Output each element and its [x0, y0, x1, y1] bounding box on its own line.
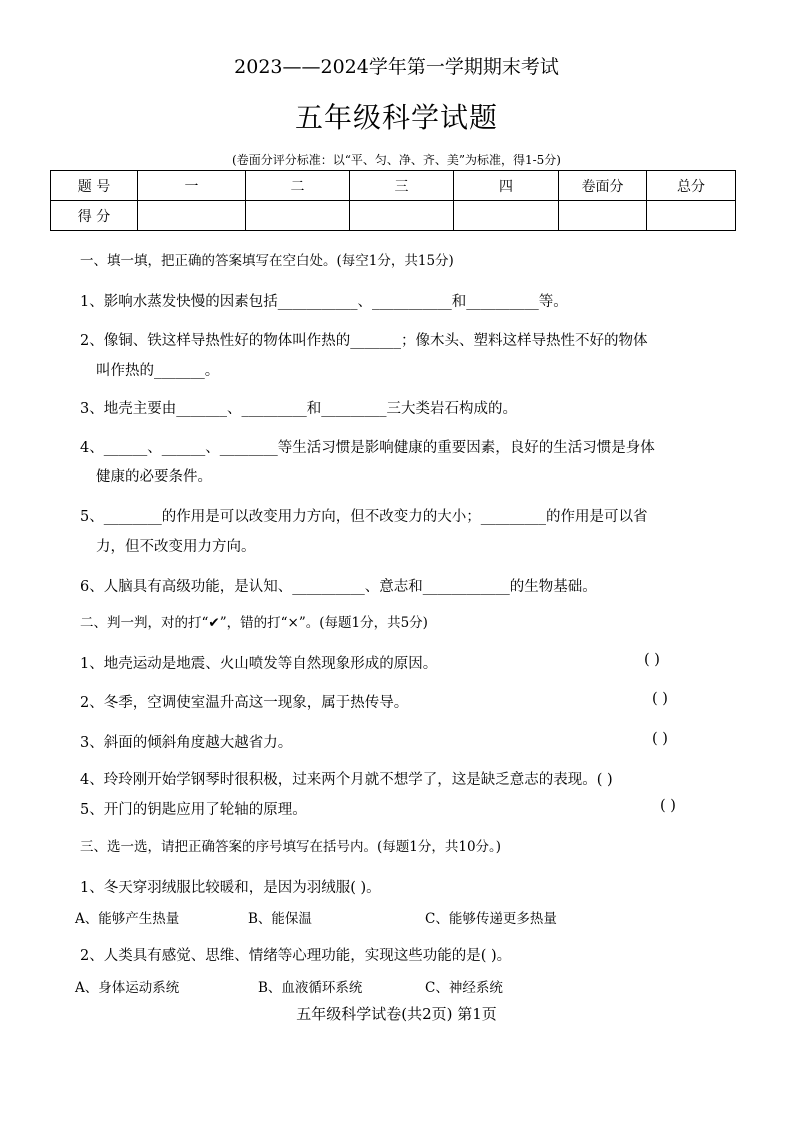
score-row-label: 得 分 — [51, 201, 138, 231]
s2-answer-paren-3[interactable]: ( ) — [652, 731, 668, 747]
exam-title: 2023——2024学年第一学期期末考试 — [234, 56, 559, 78]
s3-question-2: 2、人类具有感觉、思维、情绪等心理功能，实现这些功能的是( )。 — [80, 948, 512, 964]
s1-question-6: 6、人脑具有高级功能，是认知、__________、意志和____________的生物基础。 — [80, 579, 597, 595]
s2-answer-paren-2[interactable]: ( ) — [652, 691, 668, 707]
page-footer: 五年级科学试卷(共2页) 第1页 — [296, 1005, 497, 1023]
s1-question-3: 3、地壳主要由_______、_________和_________三大类岩石构成的。 — [80, 401, 517, 417]
score-cell[interactable] — [138, 201, 246, 231]
s2-question-2: 2、冬季，空调使室温升高这一现象，属于热传导。 — [80, 695, 409, 711]
header-cell: 一 — [138, 171, 246, 201]
s1-question-4: 4、______、______、________等生活习惯是影响健康的重要因素，良好的生活习惯是身体 — [80, 440, 655, 456]
header-cell: 三 — [350, 171, 454, 201]
score-cell[interactable] — [246, 201, 350, 231]
s2-answer-paren-1[interactable]: ( ) — [644, 652, 660, 668]
s1-question-4-cont: 健康的必要条件。 — [96, 469, 212, 485]
s1-question-2: 2、像铜、铁这样导热性好的物体叫作热的_______；像木头、塑料这样导热性不好的物体 — [80, 333, 648, 349]
score-table-header-row — [51, 171, 736, 201]
s3-q1-option-a: A、能够产生热量 — [75, 911, 180, 927]
score-cell[interactable] — [454, 201, 559, 231]
main-title: 五年级科学试题 — [294, 101, 498, 134]
header-cell: 四 — [454, 171, 559, 201]
s2-question-1: 1、地壳运动是地震、火山喷发等自然现象形成的原因。 — [80, 656, 438, 672]
score-cell[interactable] — [350, 201, 454, 231]
s1-question-5-cont: 力，但不改变用力方向。 — [96, 539, 256, 555]
section3-title: 三、选一选，请把正确答案的序号填写在括号内。(每题1分，共10分。) — [80, 839, 502, 855]
s2-answer-paren-5[interactable]: ( ) — [660, 798, 676, 814]
s3-q2-option-c: C、神经系统 — [425, 980, 503, 996]
s3-q2-option-a: A、身体运动系统 — [75, 980, 180, 996]
scoring-note: (卷面分评分标准：以“平、匀、净、齐、美”为标准，得1-5分) — [232, 153, 561, 167]
s1-question-2-cont: 叫作热的_______。 — [96, 363, 220, 379]
header-cell: 题 号 — [51, 171, 138, 201]
header-cell: 二 — [246, 171, 350, 201]
header-cell: 总分 — [647, 171, 736, 201]
s2-question-3: 3、斜面的倾斜角度越大越省力。 — [80, 735, 293, 751]
s2-question-5: 5、开门的钥匙应用了轮轴的原理。 — [80, 802, 307, 818]
score-table-score-row — [51, 201, 736, 231]
section1-title: 一、填一填，把正确的答案填写在空白处。(每空1分，共15分) — [80, 253, 454, 269]
section2-title: 二、判一判，对的打“✔”，错的打“×”。(每题1分，共5分) — [80, 615, 428, 631]
s3-question-1: 1、冬天穿羽绒服比较暖和，是因为羽绒服( )。 — [80, 880, 381, 896]
s3-q2-option-b: B、血液循环系统 — [258, 980, 363, 996]
score-cell[interactable] — [559, 201, 647, 231]
score-table — [50, 170, 736, 231]
s2-question-4: 4、玲玲刚开始学钢琴时很积极，过来两个月就不想学了，这是缺乏意志的表现。( ) — [80, 772, 613, 788]
s3-q1-option-b: B、能保温 — [248, 911, 312, 927]
score-cell[interactable] — [647, 201, 736, 231]
s1-question-5: 5、________的作用是可以改变用力方向，但不改变力的大小；_________的作用是可以省 — [80, 509, 648, 525]
s1-question-1: 1、影响水蒸发快慢的因素包括___________、___________和__________等。 — [80, 294, 568, 310]
s3-q1-option-c: C、能够传递更多热量 — [425, 911, 557, 927]
header-cell: 卷面分 — [559, 171, 647, 201]
